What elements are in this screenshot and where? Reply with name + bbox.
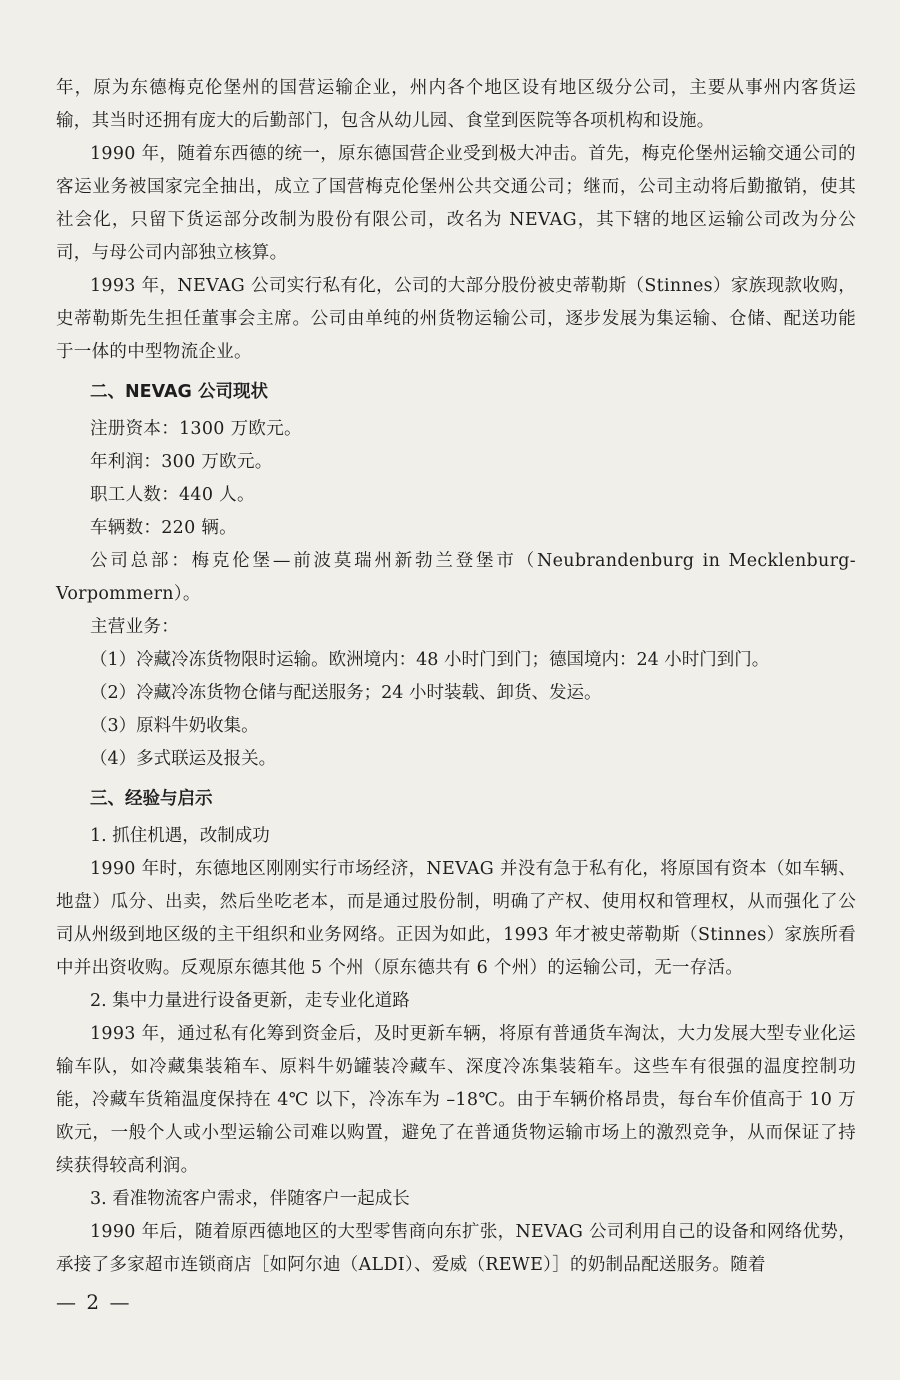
page-content	[56, 72, 856, 1282]
subheading-equipment: 2. 集中力量进行设备更新，走专业化道路	[90, 991, 410, 1011]
paragraph-continued: 年，原为东德梅克伦堡州的国营运输企业，州内各个地区设有地区级分公司，主要从事州内客货运输，其当时还拥有庞大的后勤部门，包含从幼儿园、食堂到医院等各项机构和设施。	[56, 78, 856, 131]
paragraph-customers: 1990 年后，随着原西德地区的大型零售商向东扩张，NEVAG 公司利用自己的设备和网络优势，承接了多家超市连锁商店［如阿尔迪（ALDI）、爱威（REWE）］的奶制品配送服务。随着	[56, 1222, 856, 1275]
paragraph-1990-reunification: 1990 年，随着东西德的统一，原东德国营企业受到极大冲击。首先，梅克伦堡州运输交通公司的客运业务被国家完全抽出，成立了国营梅克伦堡州公共交通公司；继而，公司主动将后勤撤销，使其社会化，只留下货运部分改制为股份有限公司，改名为 NEVAG，其下辖的地区运输公司改为分公司，与母公司内部独立核算。	[56, 144, 856, 263]
subheading-customers: 3. 看准物流客户需求，伴随客户一起成长	[90, 1189, 410, 1209]
paragraph-reform: 1990 年时，东德地区刚刚实行市场经济，NEVAG 并没有急于私有化，将原国有资本（如车辆、地盘）瓜分、出卖，然后坐吃老本，而是通过股份制，明确了产权、使用权和管理权，从而强化了公司从州级到地区级的主干组织和业务网络。正因为如此，1993 年才被史蒂勒斯（Stinnes）家族所看中并出资收购。反观原东德其他 5 个州（原东德共有 6 个州）的运输公司，无一存活。	[56, 859, 856, 978]
business-label: 主营业务：	[90, 617, 179, 637]
subheading-reform: 1. 抓住机遇，改制成功	[90, 826, 270, 846]
staff-count: 职工人数：440 人。	[90, 485, 255, 505]
page-number: — 2 —	[56, 1290, 132, 1314]
annual-profit: 年利润：300 万欧元。	[90, 452, 273, 472]
paragraph-1993-privatization: 1993 年，NEVAG 公司实行私有化，公司的大部分股份被史蒂勒斯（Stinnes）家族现款收购，史蒂勒斯先生担任董事会主席。公司由单纯的州货物运输公司，逐步发展为集运输、仓储、配送功能于一体的中型物流企业。	[56, 276, 856, 362]
section-heading-status: 二、NEVAG 公司现状	[90, 382, 268, 402]
vehicle-count: 车辆数：220 辆。	[90, 518, 237, 538]
business-item: （4）多式联运及报关。	[90, 749, 277, 769]
headquarters: 公司总部：梅克伦堡—前波莫瑞州新勃兰登堡市（Neubrandenburg in Mecklenburg-Vorpommern）。	[56, 551, 856, 604]
section-heading-lessons: 三、经验与启示	[90, 789, 213, 809]
paragraph-equipment: 1993 年，通过私有化筹到资金后，及时更新车辆，将原有普通货车淘汰，大力发展大型专业化运输车队，如冷藏集装箱车、原料牛奶罐装冷藏车、深度冷冻集装箱车。这些车有很强的温度控制功能，冷藏车货箱温度保持在 4℃ 以下，冷冻车为 –18℃。由于车辆价格昂贵，每台车价值高于 10 万欧元，一般个人或小型运输公司难以购置，避免了在普通货物运输市场上的激烈竞争，从而保证了持续获得较高利润。	[56, 1024, 856, 1176]
business-item: （1）冷藏冷冻货物限时运输。欧洲境内：48 小时门到门；德国境内：24 小时门到门。	[90, 650, 770, 670]
registered-capital: 注册资本：1300 万欧元。	[90, 419, 302, 439]
business-item: （2）冷藏冷冻货物仓储与配送服务；24 小时装载、卸货、发运。	[90, 683, 602, 703]
business-item: （3）原料牛奶收集。	[90, 716, 259, 736]
